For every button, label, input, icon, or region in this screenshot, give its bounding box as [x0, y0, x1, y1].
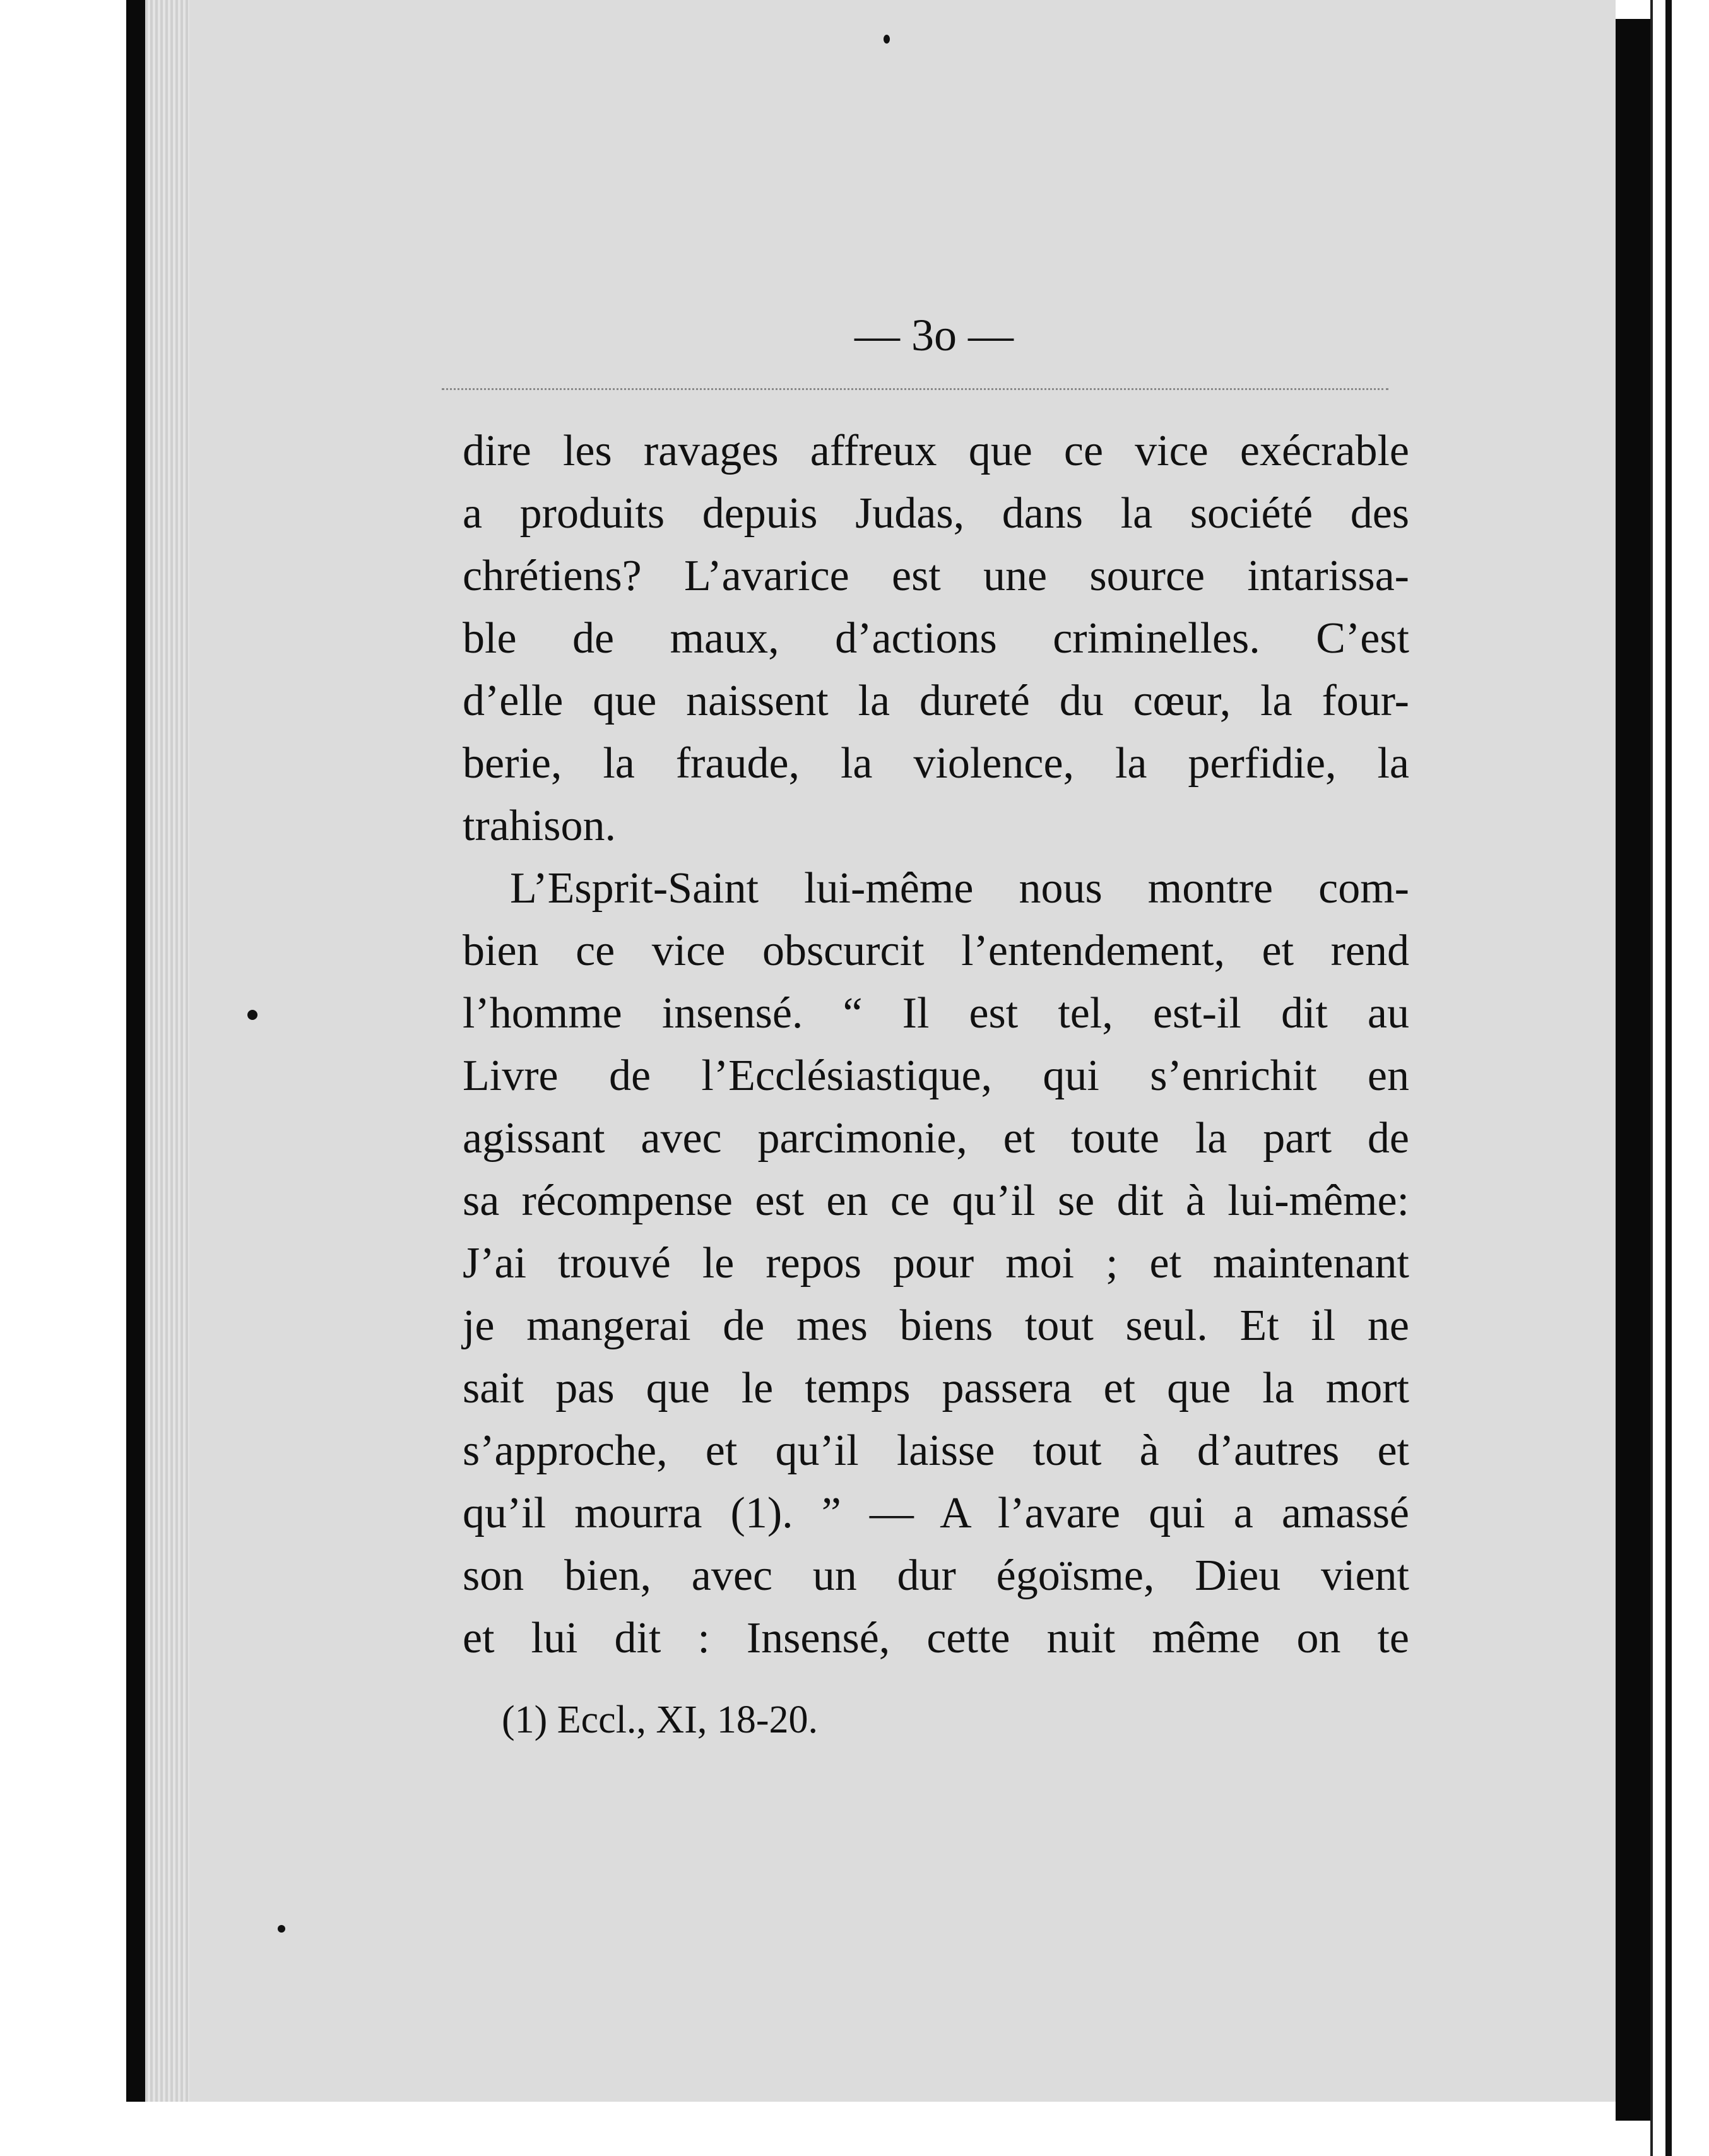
- text-line: son bien, avec un dur égoïsme, Dieu vient: [463, 1551, 1409, 1600]
- text-line: agissant avec parcimonie, et toute la part de: [463, 1114, 1409, 1163]
- text-line: chrétiens? L’avarice est une source intarissa-: [463, 552, 1409, 600]
- scan-right-border: [1616, 19, 1650, 2121]
- text-line: J’ai trouvé le repos pour moi ; et maintenant: [463, 1239, 1409, 1288]
- scan-left-border: [126, 0, 145, 2102]
- text-line: je mangerai de mes biens tout seul. Et il ne: [463, 1301, 1409, 1350]
- text-line: dire les ravages affreux que ce vice exécrable: [463, 427, 1409, 475]
- text-line: L’Esprit-Saint lui-même nous montre com-: [510, 864, 1409, 913]
- text-line: s’approche, et qu’il laisse tout à d’autres et: [463, 1426, 1409, 1475]
- text-line: sa récompense est en ce qu’il se dit à lui-même:: [463, 1176, 1409, 1225]
- page-number: — 3o —: [854, 310, 1014, 360]
- scan-right-line: [1665, 0, 1672, 2156]
- text-line: et lui dit : Insensé, cette nuit même on te: [463, 1614, 1409, 1662]
- text-line: qu’il mourra (1). ” — A l’avare qui a amassé: [463, 1489, 1409, 1537]
- scan-speck: [278, 1925, 285, 1933]
- body-text: [463, 420, 1409, 1669]
- paragraph-2: [463, 857, 1409, 1669]
- paragraph-1: [463, 420, 1409, 857]
- footnote: (1) Eccl., XI, 18-20.: [502, 1698, 818, 1741]
- scan-speck: [247, 1010, 257, 1020]
- text-line: sait pas que le temps passera et que la mort: [463, 1364, 1409, 1413]
- text-line: l’homme insensé. “ Il est tel, est-il dit au: [463, 989, 1409, 1038]
- text-line: ble de maux, d’actions criminelles. C’est: [463, 614, 1409, 663]
- header-dotted-rule: [442, 388, 1388, 390]
- text-line: a produits depuis Judas, dans la société des: [463, 489, 1409, 538]
- text-line: Livre de l’Ecclésiastique, qui s’enrichit en: [463, 1051, 1409, 1100]
- text-line: trahison.: [463, 802, 617, 850]
- scan-speck: [884, 35, 890, 44]
- text-line: d’elle que naissent la dureté du cœur, la four-: [463, 677, 1409, 725]
- text-line: berie, la fraude, la violence, la perfidie, la: [463, 739, 1409, 788]
- text-line: bien ce vice obscurcit l’entendement, et rend: [463, 927, 1409, 975]
- book-page-edges: [145, 0, 189, 2102]
- scan-right-strip: [1650, 0, 1709, 2156]
